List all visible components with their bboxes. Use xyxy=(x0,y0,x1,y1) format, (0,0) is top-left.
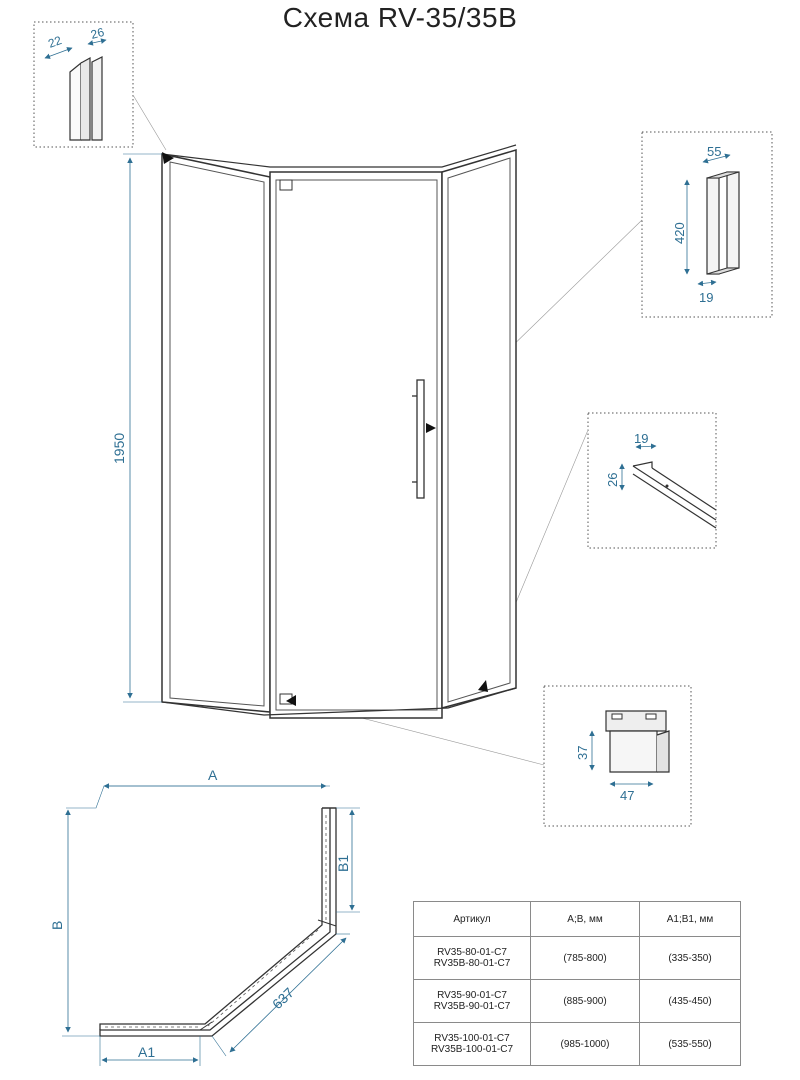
header-article: Артикул xyxy=(414,902,531,937)
detail-box-profile xyxy=(34,22,133,147)
enclosure-elevation xyxy=(162,145,516,718)
plan-dim-diagonal: 637 xyxy=(268,984,297,1013)
article-code: RV35B-90-01-C7 xyxy=(433,1001,511,1012)
table-header-row xyxy=(414,902,741,937)
article-code: RV35B-80-01-C7 xyxy=(433,958,511,969)
cell-ab: (785-800) xyxy=(531,937,640,980)
table-row xyxy=(414,1023,741,1066)
table-row xyxy=(414,937,741,980)
header-a1b1: A1;B1, мм xyxy=(640,902,741,937)
detail-box-hinge xyxy=(544,686,691,826)
cell-ab: (885-900) xyxy=(531,980,640,1023)
profile-dim-26: 26 xyxy=(89,24,106,42)
article-code: RV35-90-01-C7 xyxy=(437,990,507,1001)
plan-dim-a1: A1 xyxy=(138,1044,156,1060)
cell-a1b1: (335-350) xyxy=(640,937,741,980)
cell-article xyxy=(414,1023,531,1066)
seal-dim-26: 26 xyxy=(605,472,620,487)
plan-dim-b: B xyxy=(49,920,65,930)
spec-table xyxy=(413,901,741,1066)
header-ab: A;B, мм xyxy=(531,902,640,937)
detail-box-handle xyxy=(642,132,772,317)
profile-dim-22: 22 xyxy=(46,33,64,51)
hinge-dim-47: 47 xyxy=(620,788,635,803)
cell-article xyxy=(414,937,531,980)
page-title: Схема RV-35/35B xyxy=(282,2,518,33)
plan-view xyxy=(49,767,360,1066)
cell-a1b1: (535-550) xyxy=(640,1023,741,1066)
hinge-dim-37: 37 xyxy=(575,745,590,760)
cell-ab: (985-1000) xyxy=(531,1023,640,1066)
article-code: RV35-80-01-C7 xyxy=(437,947,507,958)
height-dim-1950: 1950 xyxy=(111,432,127,464)
seal-dim-19: 19 xyxy=(634,431,649,446)
plan-dim-a: A xyxy=(208,767,218,783)
height-dimension xyxy=(111,154,162,702)
handle-dim-420: 420 xyxy=(672,222,687,244)
cell-a1b1: (435-450) xyxy=(640,980,741,1023)
detail-box-seal xyxy=(588,413,716,548)
article-code: RV35B-100-01-C7 xyxy=(430,1044,514,1055)
handle-dim-55: 55 xyxy=(707,144,722,159)
table-row xyxy=(414,980,741,1023)
article-code: RV35-100-01-C7 xyxy=(434,1033,510,1044)
handle-dim-19: 19 xyxy=(699,290,714,305)
plan-dim-b1: B1 xyxy=(335,854,351,872)
cell-article xyxy=(414,980,531,1023)
